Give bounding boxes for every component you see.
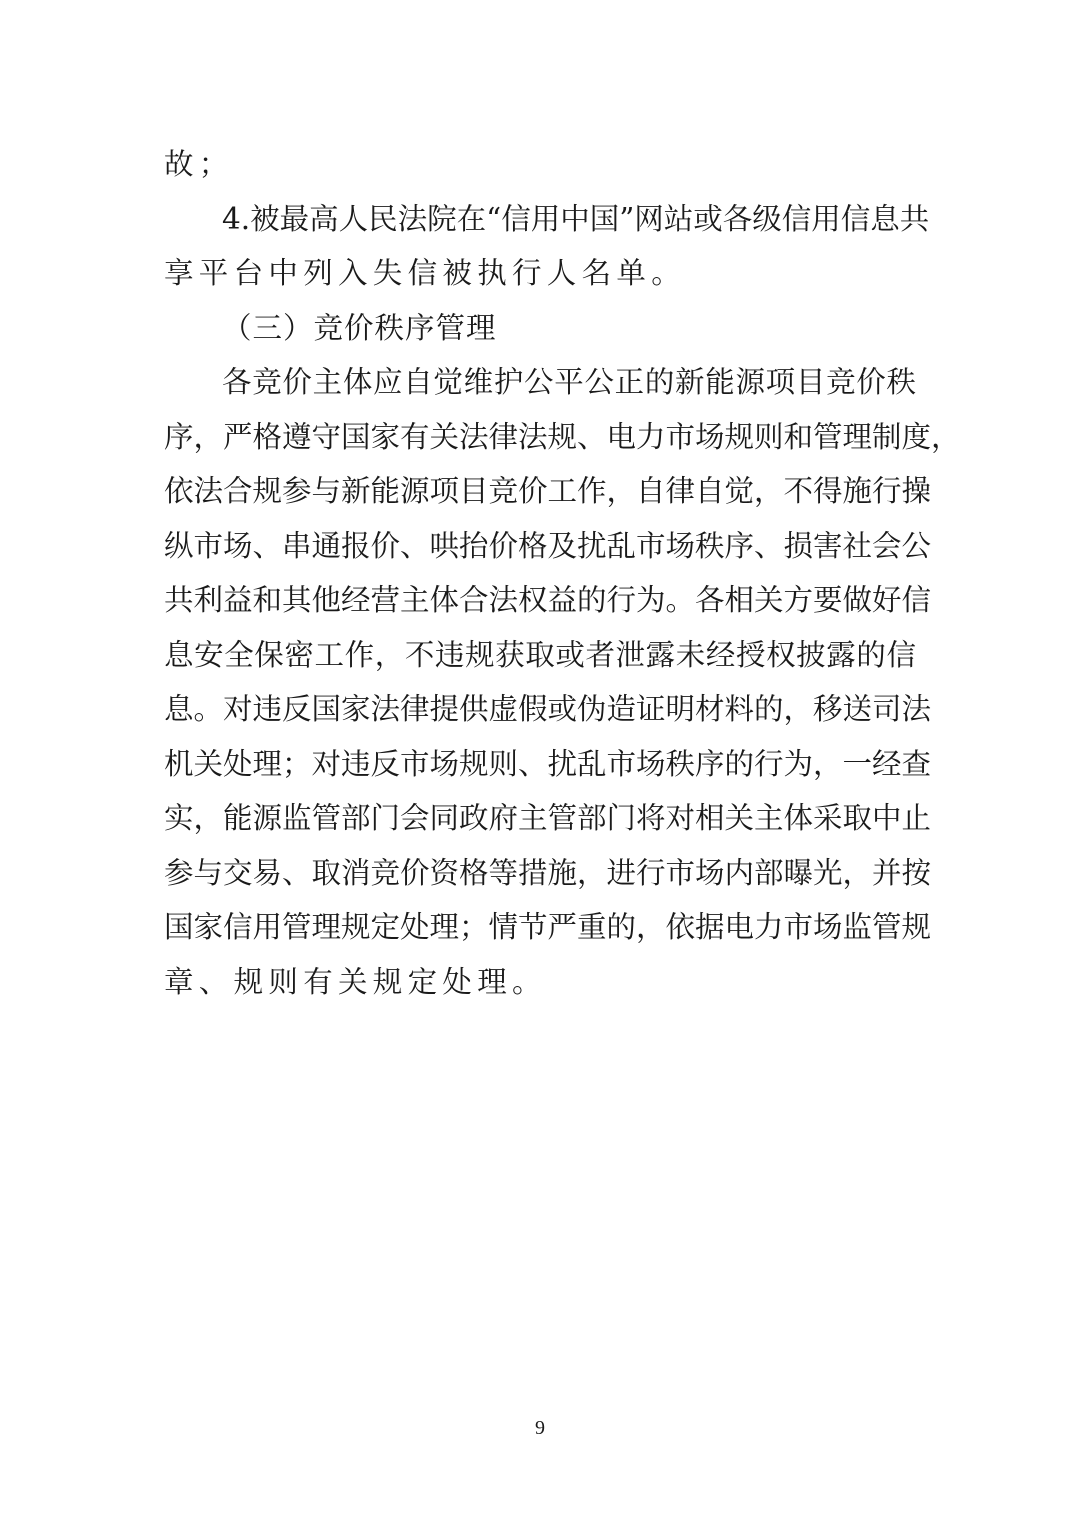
paragraph-line: 依法合规参与新能源项目竞价工作，自律自觉，不得施行操 (164, 474, 932, 508)
section-heading: （三）竞价秩序管理 (222, 311, 497, 345)
paragraph-line: 国家信用管理规定处理；情节严重的，依据电力市场监管规 (164, 910, 932, 944)
paragraph-line: 息安全保密工作，不违规获取或者泄露未经授权披露的信 (164, 638, 916, 672)
paragraph-line: 实，能源监管部门会同政府主管部门将对相关主体采取中止 (164, 801, 932, 835)
paragraph-line: 纵市场、串通报价、哄抬价格及扰乱市场秩序、损害社会公 (164, 529, 932, 563)
page-number: 9 (535, 1417, 545, 1439)
paragraph-line: 各竞价主体应自觉维护公平公正的新能源项目竞价秩 (222, 365, 916, 399)
list-item-4-line-2: 享平台中列入失信被执行人名单。 (164, 256, 687, 290)
paragraph-line: 息。对违反国家法律提供虚假或伪造证明材料的，移送司法 (164, 692, 932, 726)
paragraph-line: 参与交易、取消竞价资格等措施，进行市场内部曝光，并按 (164, 856, 932, 890)
paragraph-line: 序，严格遵守国家有关法律法规、电力市场规则和管理制度， (164, 420, 961, 454)
list-item-4-line-1: 4.被最高人民法院在“信用中国”网站或各级信用信息共 (222, 202, 930, 236)
paragraph-line: 机关处理；对违反市场规则、扰乱市场秩序的行为，一经查 (164, 747, 932, 781)
text-line-continuation: 故； (164, 147, 234, 181)
paragraph-line-last: 章、规则有关规定处理。 (164, 965, 547, 999)
paragraph-line: 共利益和其他经营主体合法权益的行为。各相关方要做好信 (164, 583, 932, 617)
